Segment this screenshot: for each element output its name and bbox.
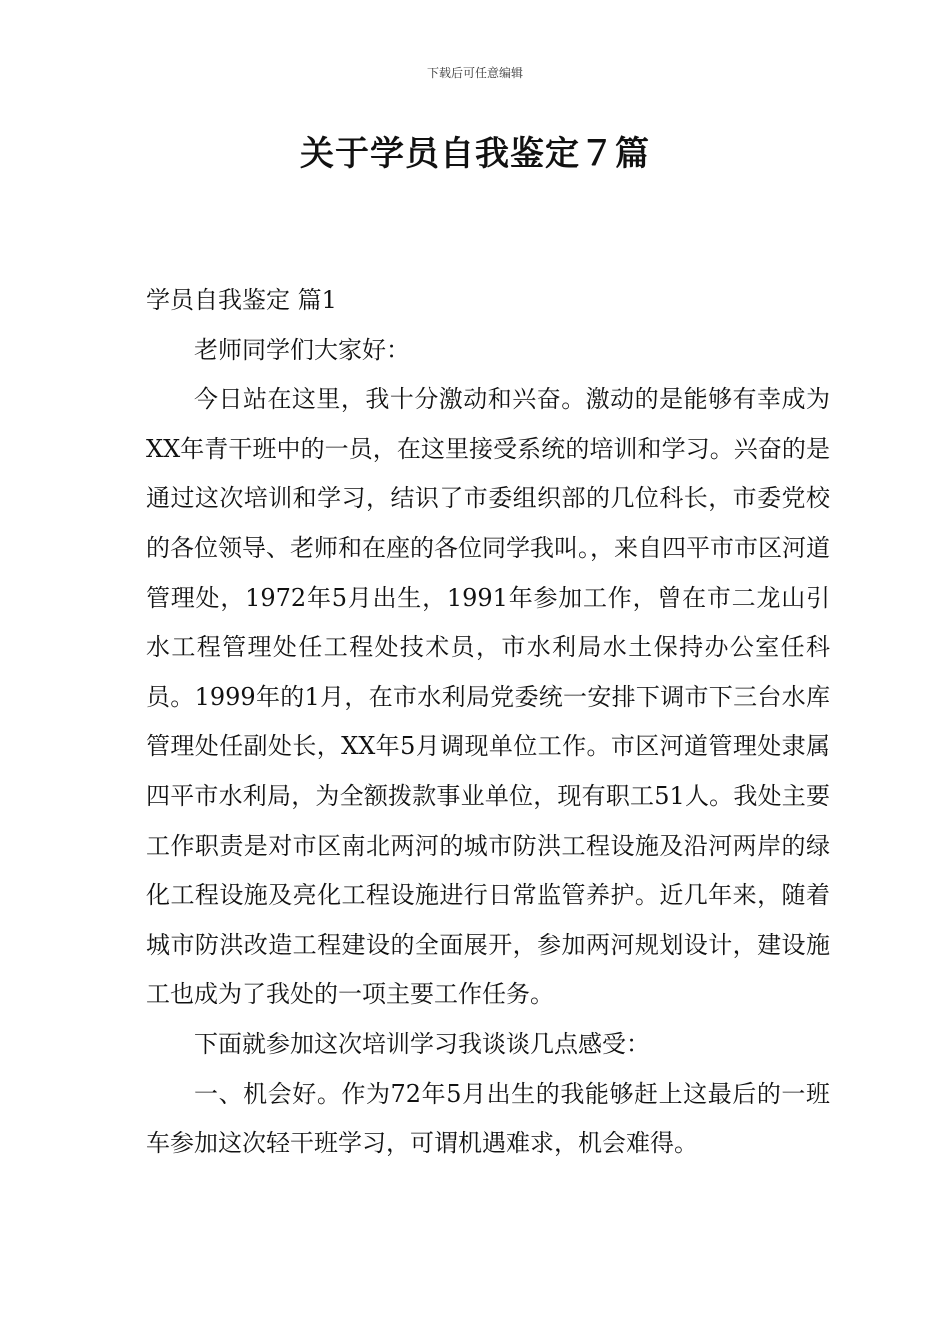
section-heading: 学员自我鉴定 篇1 xyxy=(146,286,337,314)
transition-paragraph: 下面就参加这次培训学习我谈谈几点感受： xyxy=(194,1029,650,1058)
introduction-paragraph: 今日站在这里，我十分激动和兴奋。激动的是能够有幸成为XX年青干班中的一员，在这里接受系统的培训和学习。兴奋的是通过这次培训和学习，结识了市委组织部的几位科长，市委党校的各位领导、老师和在座的各位同学我叫。，来自四平市市区河道管理处，1972年5月出生，1991年参加工作，曾在市二龙山引水工程管理处任工程处技术员，市水利局水土保持办公室任科员。1999年的1月，在市水利局党委统一安排下调市下三台水库管理处任副处长，XX年5月调现单位工作。市区河道管理处隶属四平市水利局，为全额拨款事业单位，现有职工51人。我处主要工作职责是对市区南北两河的城市防洪工程设施及沿河两岸的绿化工程设施及亮化工程设施进行日常监管养护。近几年来，随着城市防洪改造工程建设的全面展开，参加两河规划设计，建设施工也成为了我处的一项主要工作任务。 xyxy=(146,385,830,1009)
header-note: 下载后可任意编辑 xyxy=(426,66,523,80)
greeting-paragraph: 老师同学们大家好： xyxy=(194,335,410,364)
point-one-paragraph: 一、机会好。作为72年5月出生的我能够赶上这最后的一班车参加这次轻干班学习，可谓机遇难求，机会难得。 xyxy=(146,1079,830,1158)
document-title: 关于学员自我鉴定７篇 xyxy=(300,134,650,174)
document-body xyxy=(146,276,830,1169)
